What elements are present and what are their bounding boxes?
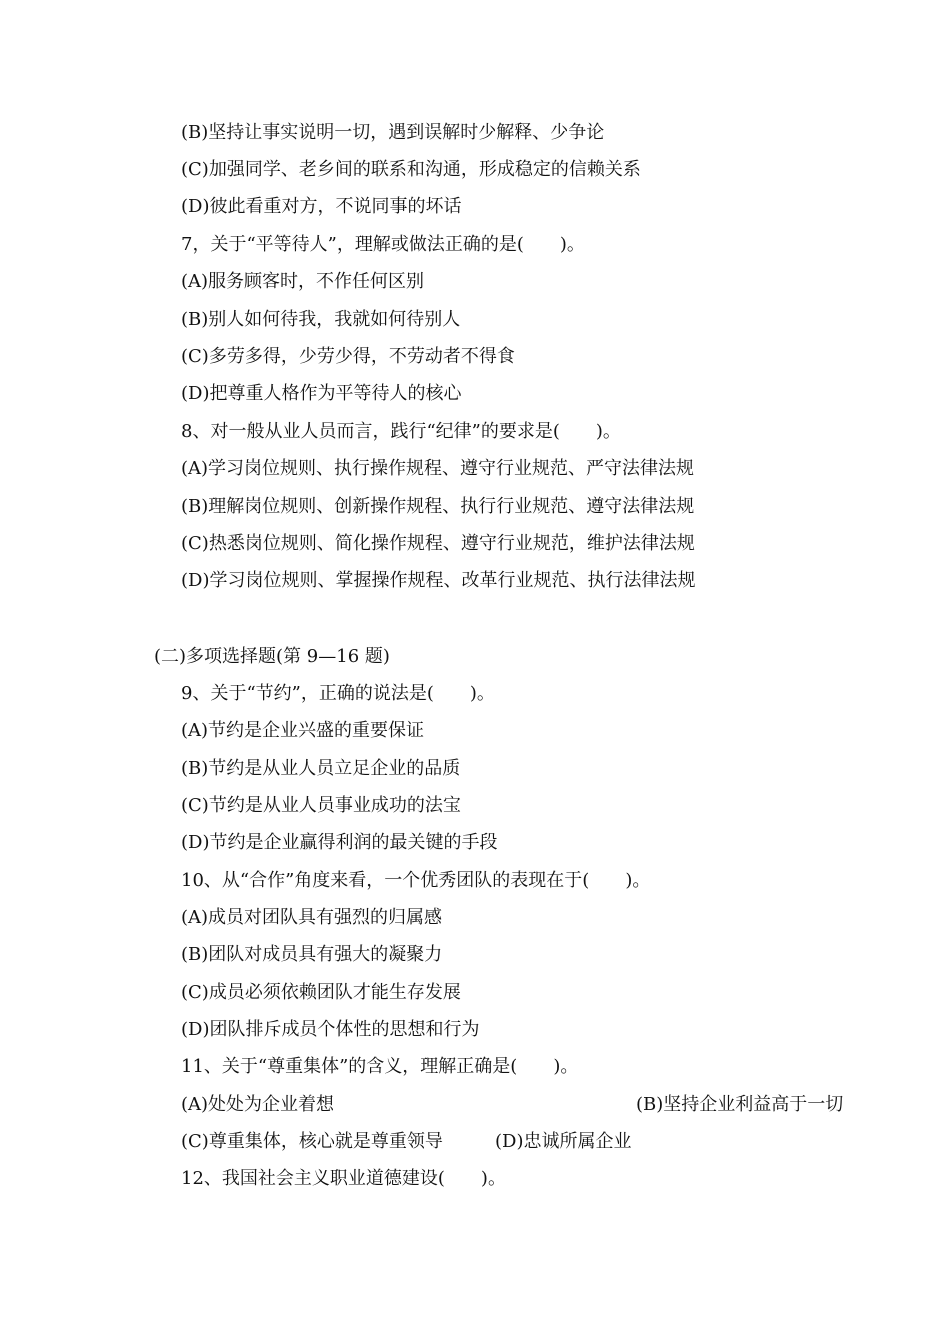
option-11d: (D)忠诚所属企业 [495,1131,632,1152]
option-10a: (A)成员对团队具有强烈的归属感 [181,907,443,928]
question-9: 9、关于“节约”，正确的说法是( )。 [181,683,495,704]
option-8b: (B)理解岗位规则、创新操作规程、执行行业规范、遵守法律法规 [181,496,695,517]
question-11: 11、关于“尊重集体”的含义，理解正确是( )。 [181,1056,579,1077]
option-7c: (C)多劳多得，少劳少得，不劳动者不得食 [181,346,515,367]
question-10: 10、从“合作”角度来看，一个优秀团队的表现在于( )。 [181,870,651,891]
option-6c: (C)加强同学、老乡间的联系和沟通，形成稳定的信赖关系 [181,159,641,180]
option-11a: (A)处处为企业着想 [181,1094,335,1115]
option-7a: (A)服务顾客时，不作任何区别 [181,271,425,292]
question-12: 12、我国社会主义职业道德建设( )。 [181,1168,506,1189]
option-6b: (B)坚持让事实说明一切，遇到误解时少解释、少争论 [181,122,605,143]
option-11b: (B)坚持企业利益高于一切 [636,1094,844,1115]
option-9d: (D)节约是企业赢得利润的最关键的手段 [181,832,498,853]
option-10b: (B)团队对成员具有强大的凝聚力 [181,944,443,965]
option-8a: (A)学习岗位规则、执行操作规程、遵守行业规范、严守法律法规 [181,458,695,479]
section-heading-multiple-choice: (二)多项选择题(第 9—16 题) [154,646,390,667]
option-8c: (C)热悉岗位规则、简化操作规程、遵守行业规范，维护法律法规 [181,533,695,554]
option-11c: (C)尊重集体，核心就是尊重领导 [181,1131,443,1152]
options-11-row-2 [181,1130,881,1154]
question-7: 7，关于“平等待人”，理解或做法正确的是( )。 [181,234,585,255]
option-9b: (B)节约是从业人员立足企业的品质 [181,758,461,779]
option-7d: (D)把尊重人格作为平等待人的核心 [181,383,462,404]
question-8: 8、对一般从业人员而言，践行“纪律”的要求是( )。 [181,421,621,442]
option-9a: (A)节约是企业兴盛的重要保证 [181,720,425,741]
option-10d: (D)团队排斥成员个体性的思想和行为 [181,1019,480,1040]
option-7b: (B)别人如何待我，我就如何待别人 [181,309,461,330]
option-9c: (C)节约是从业人员事业成功的法宝 [181,795,461,816]
option-10c: (C)成员必须依赖团队才能生存发展 [181,982,461,1003]
option-8d: (D)学习岗位规则、掌握操作规程、改革行业规范、执行法律法规 [181,570,696,591]
option-6d: (D)彼此看重对方，不说同事的坏话 [181,196,462,217]
options-11-row-1 [181,1093,881,1117]
